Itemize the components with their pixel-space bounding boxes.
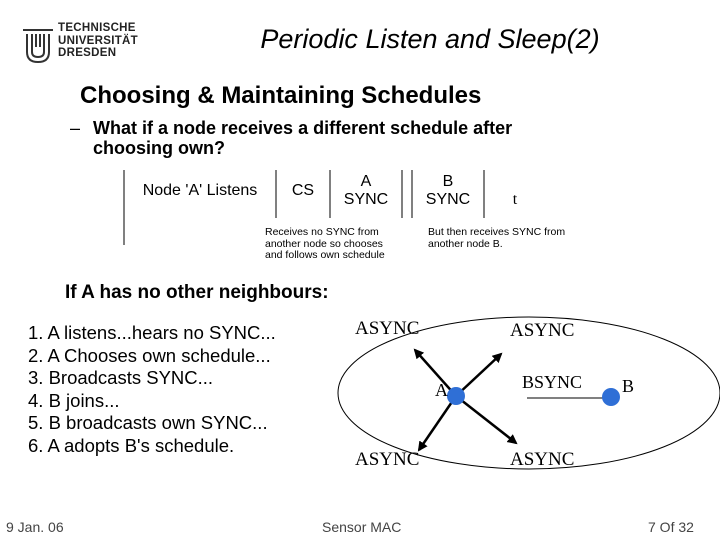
- note-a-line-2: another node so chooses: [265, 237, 383, 250]
- async-label-bottom-left: ASYNC: [355, 449, 420, 470]
- question-line-1: What if a node receives a different schedule after: [93, 118, 513, 138]
- b-sync-line-2: SYNC: [425, 191, 471, 208]
- slide-title: Periodic Listen and Sleep(2): [260, 24, 600, 54]
- logo-line-2: UNIVERSITÄT: [58, 34, 138, 47]
- question-line-2: choosing own?: [93, 138, 225, 158]
- logo-line-1: TECHNISCHE: [58, 22, 136, 34]
- cs-label: CS: [291, 182, 315, 199]
- step-item: 2. A Chooses own schedule...: [28, 344, 271, 366]
- node-a-label: A: [435, 380, 448, 400]
- time-axis-label: t: [512, 191, 518, 208]
- step-item: 1. A listens...hears no SYNC...: [28, 322, 276, 343]
- step-item: 4. B joins...: [28, 389, 120, 411]
- section-heading: Choosing & Maintaining Schedules: [80, 82, 482, 109]
- step-item: 3. Broadcasts SYNC...: [28, 367, 214, 388]
- step-item: 5. B broadcasts own SYNC...: [28, 412, 268, 433]
- step-item: 6. A adopts B's schedule.: [28, 434, 235, 456]
- note-b-line-2: another node B.: [428, 237, 503, 250]
- scenario-subheading: If A has no other neighbours:: [65, 282, 329, 303]
- note-b-line-1: But then receives SYNC from: [428, 226, 566, 238]
- node-b-dot: [602, 388, 620, 406]
- bullet-dash: –: [70, 118, 81, 138]
- a-sync-line-2: SYNC: [343, 191, 389, 208]
- arrow-bottom-right: [456, 396, 516, 443]
- listen-label: Node 'A' Listens: [142, 182, 258, 199]
- b-sync-line-1: B: [442, 173, 454, 190]
- async-label-top-left: ASYNC: [355, 318, 420, 339]
- node-a-dot: [447, 387, 465, 405]
- footer-date: 9 Jan. 06: [6, 519, 64, 535]
- note-a-line-1: Receives no SYNC from: [265, 226, 379, 238]
- async-label-top-right: ASYNC: [510, 320, 575, 341]
- footer-center: Sensor MAC: [322, 519, 402, 535]
- logo-line-3: DRESDEN: [58, 47, 117, 59]
- node-b-label: B: [622, 376, 635, 396]
- arrow-top-right: [456, 354, 501, 396]
- note-a-line-3: and follows own schedule: [265, 249, 385, 261]
- footer-page: 7 Of 32: [648, 519, 694, 535]
- a-sync-line-1: A: [360, 173, 372, 190]
- arrow-bottom-left: [419, 396, 456, 450]
- async-label-bottom-right: ASYNC: [510, 449, 575, 470]
- bsync-label: BSYNC: [522, 372, 583, 392]
